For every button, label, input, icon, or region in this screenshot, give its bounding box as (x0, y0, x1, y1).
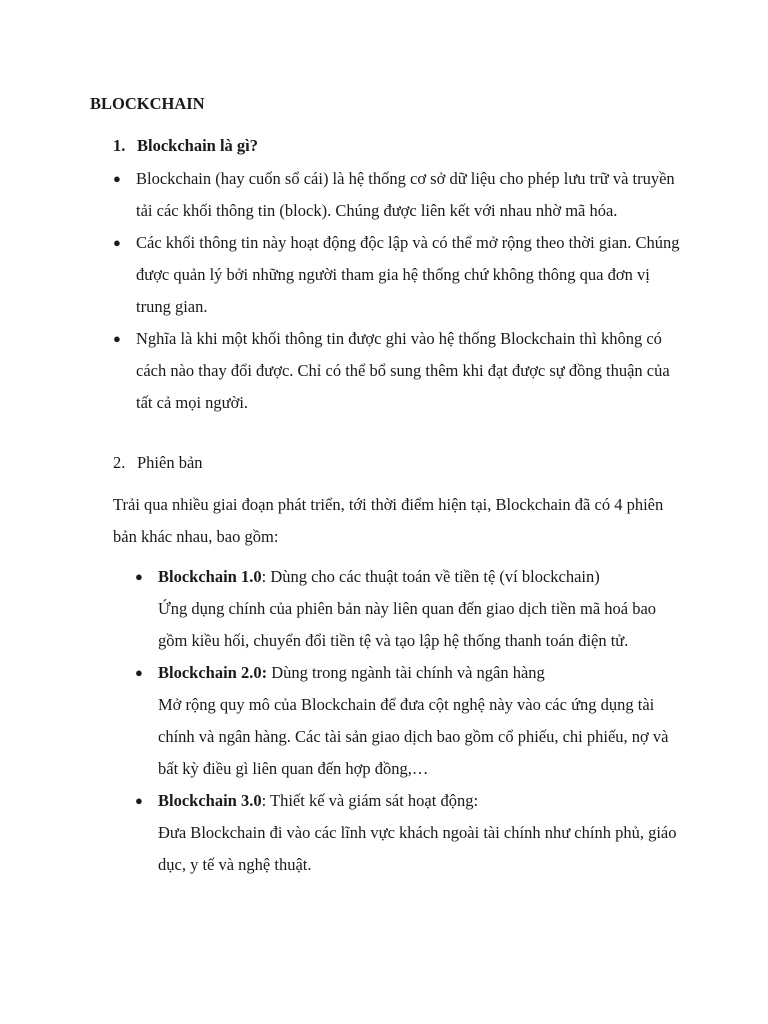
document-title: BLOCKCHAIN (90, 94, 205, 113)
version-detail: Đưa Blockchain đi vào các lĩnh vực khách ngoài tài chính như chính phủ, giáo dục, y tế và nghệ thuật. (158, 823, 677, 874)
list-item (0, 785, 688, 881)
section-1-heading (113, 135, 258, 157)
section-1-number: 1. (113, 136, 126, 155)
bullet-icon: ● (113, 235, 121, 250)
version-title: Blockchain 2.0: (158, 663, 268, 682)
section-2-heading (113, 452, 203, 474)
list-item (0, 657, 688, 785)
section-1-bullet-list (0, 163, 684, 419)
version-detail: Ứng dụng chính của phiên bản này liên quan đến giao dịch tiền mã hoá bao gồm kiều hối, chuyển đổi tiền tệ và tạo lập hệ thống thanh toán điện tử. (158, 599, 657, 650)
bullet-icon: ● (135, 665, 143, 680)
version-summary: : Thiết kế và giám sát hoạt động: (261, 791, 479, 810)
bullet-text: Nghĩa là khi một khối thông tin được ghi vào hệ thống Blockchain thì không có cách nào thay đổi được. Chỉ có thể bổ sung thêm khi đạt được sự đồng thuận của tất cả mọi người. (136, 329, 670, 412)
bullet-icon: ● (135, 569, 143, 584)
list-item (0, 227, 684, 323)
version-list (0, 561, 688, 881)
version-title: Blockchain 1.0 (158, 567, 262, 586)
bullet-text: Các khối thông tin này hoạt động độc lập và có thể mở rộng theo thời gian. Chúng được quản lý bởi những người tham gia hệ thống chứ không thông qua đơn vị trung gian. (136, 233, 680, 316)
section-2-intro: Trải qua nhiều giai đoạn phát triển, tới thời điểm hiện tại, Blockchain đã có 4 phiên bản khác nhau, bao gồm: (113, 495, 664, 546)
section-1-title: Blockchain là gì? (137, 136, 259, 155)
list-item (0, 163, 684, 227)
bullet-icon: ● (113, 331, 121, 346)
bullet-icon: ● (113, 171, 121, 186)
section-2-title: Phiên bản (137, 453, 203, 472)
bullet-icon: ● (135, 793, 143, 808)
section-2-number: 2. (113, 453, 126, 472)
version-summary: Dùng trong ngành tài chính và ngân hàng (267, 663, 545, 682)
list-item (0, 561, 688, 657)
version-title: Blockchain 3.0 (158, 791, 262, 810)
list-item (0, 323, 684, 419)
version-summary: : Dùng cho các thuật toán về tiền tệ (ví blockchain) (261, 567, 600, 586)
bullet-text: Blockchain (hay cuốn sổ cái) là hệ thống cơ sở dữ liệu cho phép lưu trữ và truyền tải các khối thông tin (block). Chúng được liên kết với nhau nhờ mã hóa. (136, 169, 675, 220)
version-detail: Mở rộng quy mô của Blockchain để đưa cột nghệ này vào các ứng dụng tài chính và ngân hàng. Các tài sản giao dịch bao gồm cổ phiếu, chi phiếu, nợ và bất kỳ điều gì liên quan đến hợp đồng,… (158, 695, 669, 778)
